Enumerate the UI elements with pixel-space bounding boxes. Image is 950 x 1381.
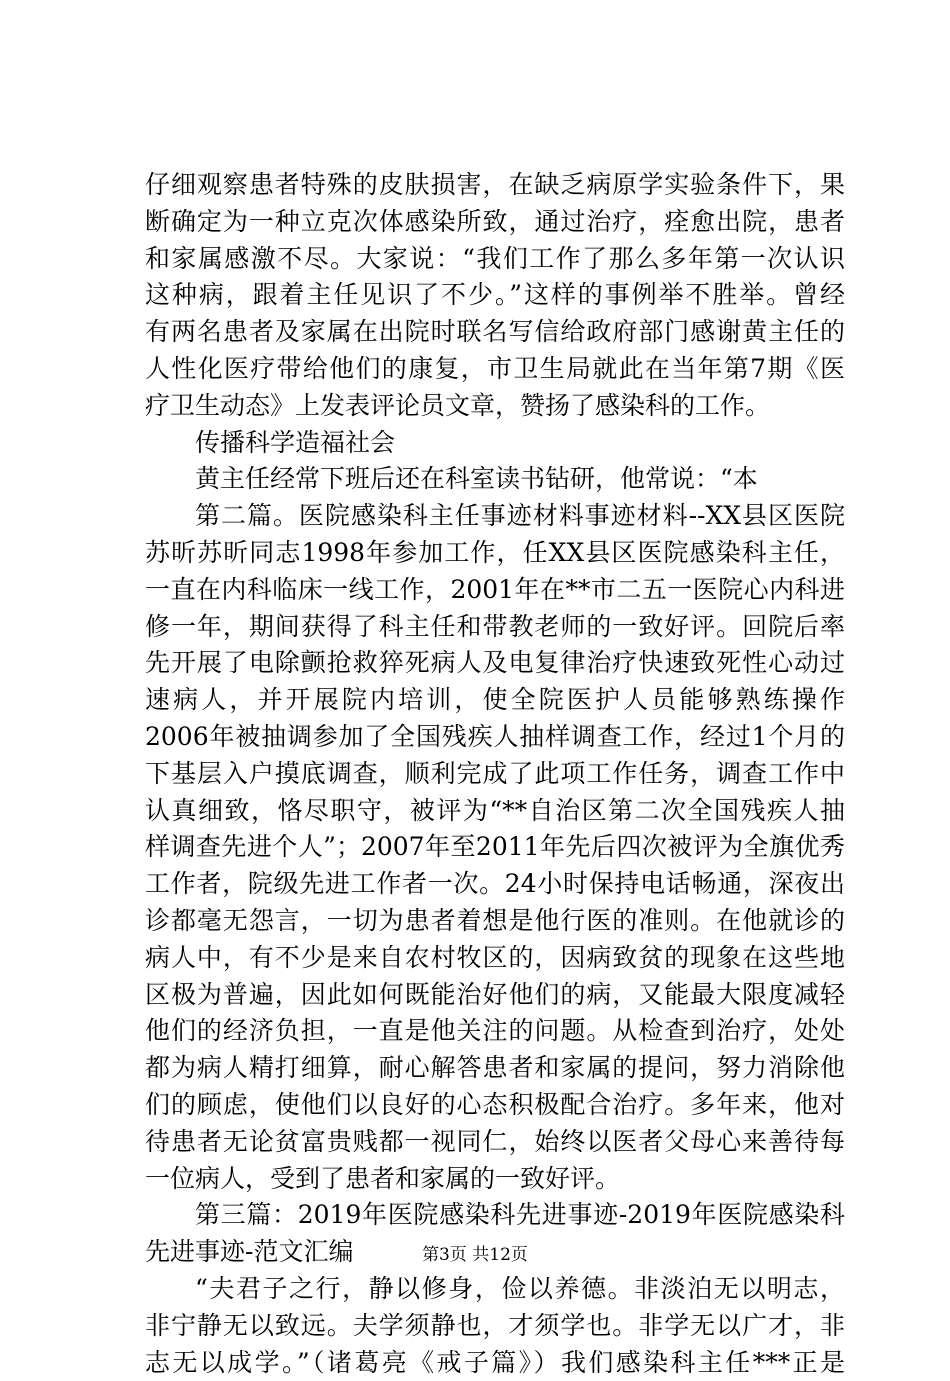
text-line: 认真细致，恪尽职守，被评为“**自治区第二次全国残疾人抽 bbox=[145, 793, 845, 830]
text-line: 修一年，期间获得了科主任和带教老师的一致好评。回院后率 bbox=[145, 609, 845, 646]
text-line: 黄主任经常下班后还在科室读书钻研，他常说：“本 bbox=[145, 461, 845, 498]
text-line: 非宁静无以致远。夫学须静也，才须学也。非学无以广才，非 bbox=[145, 1308, 845, 1345]
text-line: 工作者，院级先进工作者一次。24小时保持电话畅通，深夜出 bbox=[145, 866, 845, 903]
text-line: 疗卫生动态》上发表评论员文章，赞扬了感染科的工作。 bbox=[145, 388, 845, 425]
text-line: 速病人，并开展院内培训，使全院医护人员能够熟练操作 bbox=[145, 682, 845, 719]
text-line: 这种病，跟着主任见识了不少。”这样的事例举不胜举。曾经 bbox=[145, 277, 845, 314]
text-line: 下基层入户摸底调查，顺利完成了此项工作任务，调查工作中 bbox=[145, 756, 845, 793]
text-line: 先开展了电除颤抢救猝死病人及电复律治疗快速致死性心动过 bbox=[145, 645, 845, 682]
text-line: 苏昕苏昕同志1998年参加工作，任XX县区医院感染科主任， bbox=[145, 535, 845, 572]
text-line: 人性化医疗带给他们的康复，市卫生局就此在当年第7期《医 bbox=[145, 351, 845, 388]
text-line: 他们的经济负担，一直是他关注的问题。从检查到治疗，处处 bbox=[145, 1013, 845, 1050]
text-line: “夫君子之行，静以修身，俭以养德。非淡泊无以明志， bbox=[145, 1271, 845, 1308]
chapter-heading: 第二篇。医院感染科主任事迹材料事迹材料--XX县区医院 bbox=[145, 498, 845, 535]
text-line: 一直在内科临床一线工作，2001年在**市二五一医院心内科进 bbox=[145, 572, 845, 609]
text-line: 待患者无论贫富贵贱都一视同仁，始终以医者父母心来善待每 bbox=[145, 1124, 845, 1161]
text-line: 诊都毫无怨言，一切为患者着想是他行医的准则。在他就诊的 bbox=[145, 903, 845, 940]
document-body bbox=[145, 167, 845, 1381]
text-line: 都为病人精打细算，耐心解答患者和家属的提问，努力消除他 bbox=[145, 1050, 845, 1087]
text-line: 志无以成学。”（诸葛亮《戒子篇》）我们感染科主任***正是 bbox=[145, 1345, 845, 1381]
text-line: 们的顾虑，使他们以良好的心态积极配合治疗。多年来，他对 bbox=[145, 1087, 845, 1124]
text-line: 区极为普遍，因此如何既能治好他们的病，又能最大限度减轻 bbox=[145, 977, 845, 1014]
text-line: 样调查先进个人”；2007年至2011年先后四次被评为全旗优秀 bbox=[145, 829, 845, 866]
text-line: 病人中，有不少是来自农村牧区的，因病致贫的现象在这些地 bbox=[145, 940, 845, 977]
section-heading: 传播科学造福社会 bbox=[145, 425, 845, 462]
text-line: 和家属感激不尽。大家说：“我们工作了那么多年第一次认识 bbox=[145, 241, 845, 278]
text-line: 断确定为一种立克次体感染所致，通过治疗，痊愈出院，患者 bbox=[145, 204, 845, 241]
text-line: 一位病人，受到了患者和家属的一致好评。 bbox=[145, 1161, 845, 1198]
text-line: 有两名患者及家属在出院时联名写信给政府部门感谢黄主任的 bbox=[145, 314, 845, 351]
page-footer bbox=[0, 1243, 950, 1267]
text-line: 2006年被抽调参加了全国残疾人抽样调查工作，经过1个月的 bbox=[145, 719, 845, 756]
chapter-heading: 第三篇：2019年医院感染科先进事迹-2019年医院感染科 bbox=[145, 1197, 845, 1234]
page-number: 第3页 共12页 bbox=[422, 1245, 528, 1265]
text-line: 仔细观察患者特殊的皮肤损害，在缺乏病原学实验条件下，果 bbox=[145, 167, 845, 204]
text-line: 先进事迹-范文汇编 bbox=[145, 1234, 845, 1271]
